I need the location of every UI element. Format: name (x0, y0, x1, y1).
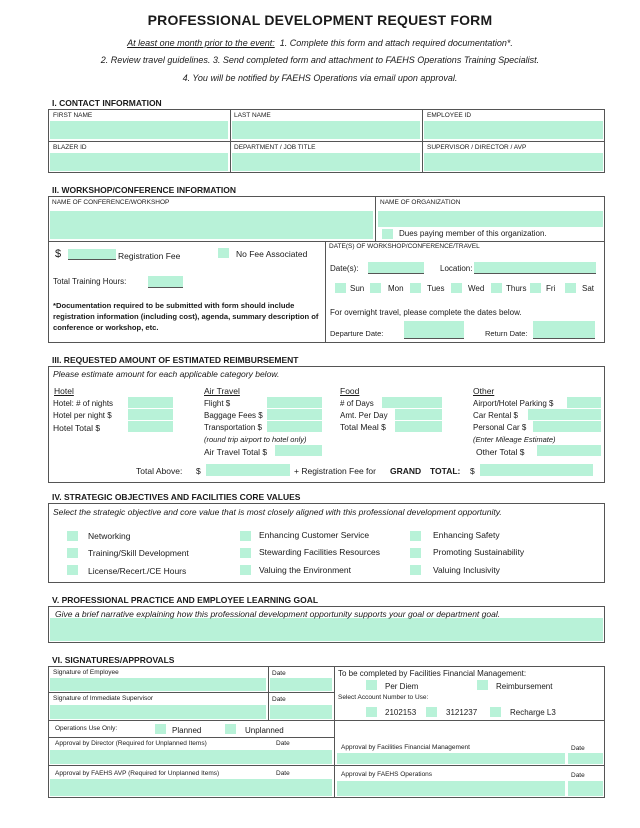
car-rental-label: Car Rental $ (473, 411, 518, 420)
approval-ffm-field[interactable] (337, 753, 565, 764)
section-practice-heading: V. PROFESSIONAL PRACTICE AND EMPLOYEE LEARNING GOAL (52, 595, 319, 605)
food-heading: Food (340, 386, 360, 396)
amount-per-day-field[interactable] (395, 409, 442, 420)
dollar-sign: $ (55, 248, 62, 260)
car-rental-field[interactable] (528, 409, 601, 420)
approval-avp-field[interactable] (50, 779, 332, 796)
unplanned-label: Unplanned (245, 726, 284, 735)
divider (375, 196, 376, 241)
account-2102153-label: 2102153 (385, 708, 417, 717)
hotel-nights-field[interactable] (128, 397, 173, 408)
last-name-field[interactable] (232, 121, 420, 139)
documentation-note: *Documentation required to be submitted with form should include registration information (including cost), agenda, summary description of conference or workshop, etc. (53, 301, 319, 332)
strategic-subtitle: Select the strategic objective and core value that is most closely aligned with this professional development opportunity. (53, 507, 502, 517)
hotel-total-field[interactable] (128, 421, 173, 432)
training-hours-field[interactable] (148, 276, 183, 288)
grand-total-field[interactable] (480, 464, 593, 476)
sustainability-checkbox[interactable] (410, 548, 421, 558)
supervisor-field[interactable] (424, 153, 603, 171)
employee-id-field[interactable] (424, 121, 603, 139)
license-label: License/Recert./CE Hours (88, 566, 187, 576)
blazer-id-label: BLAZER ID (53, 144, 87, 151)
approval-director-label: Approval by Director (Required for Unplanned Items) (55, 740, 207, 747)
date-label: Date (571, 772, 585, 779)
location-field[interactable] (474, 262, 596, 274)
training-hours-label: Total Training Hours: (53, 277, 127, 286)
employee-id-label: EMPLOYEE ID (427, 112, 472, 119)
last-name-label: LAST NAME (234, 112, 271, 119)
approval-faehs-ops-label: Approval by FAEHS Operations (341, 771, 433, 778)
approval-faehs-ops-field[interactable] (337, 781, 565, 796)
divider (334, 666, 335, 798)
organization-name-label: NAME OF ORGANIZATION (380, 199, 461, 206)
resources-label: Stewarding Facilities Resources (259, 547, 380, 557)
air-travel-total-field[interactable] (275, 445, 322, 456)
personal-car-label: Personal Car $ (473, 423, 527, 432)
grand-label: GRAND (390, 466, 422, 476)
reimbursement-label: Reimbursement (496, 682, 553, 691)
instruction-line-2: 2. Review travel guidelines. 3. Send completed form and attachment to FAEHS Operations Training Specialist. (100, 55, 540, 65)
day-label-thurs: Thurs (506, 284, 527, 293)
approval-director-field[interactable] (50, 750, 332, 764)
air-travel-total-label: Air Travel Total $ (204, 447, 268, 457)
planned-label: Planned (172, 726, 202, 735)
divider (422, 109, 423, 173)
inclusivity-label: Valuing Inclusivity (433, 565, 500, 575)
environment-label: Valuing the Environment (259, 565, 351, 575)
instruction-emphasis: At least one month prior to the event: (127, 38, 275, 48)
department-field[interactable] (232, 153, 420, 171)
instruction-line-1 (0, 38, 640, 48)
total-meal-field[interactable] (395, 421, 442, 432)
signature-employee-label: Signature of Employee (53, 669, 119, 676)
section-strategic-heading: IV. STRATEGIC OBJECTIVES AND FACILITIES CORE VALUES (52, 492, 301, 502)
day-checkbox-thurs[interactable] (491, 283, 502, 293)
other-total-field[interactable] (537, 445, 601, 456)
operations-use-label: Operations Use Only: (55, 725, 118, 732)
baggage-fees-field[interactable] (267, 409, 322, 420)
training-checkbox[interactable] (67, 548, 78, 558)
total-above-label: Total Above: (136, 466, 183, 476)
divider (48, 720, 605, 721)
first-name-label: FIRST NAME (53, 112, 93, 119)
learning-goal-field[interactable] (50, 618, 603, 641)
divider (268, 666, 269, 720)
total-meal-label: Total Meal $ (340, 422, 386, 432)
day-label-tues: Tues (427, 284, 445, 293)
per-diem-label: Per Diem (385, 682, 419, 691)
date-label: Date (571, 745, 585, 752)
registration-fee-label: Registration Fee (118, 251, 181, 261)
dates-label: Date(s): (330, 264, 359, 273)
unplanned-checkbox[interactable] (225, 724, 236, 734)
flight-label: Flight $ (204, 399, 231, 408)
customer-service-checkbox[interactable] (240, 531, 251, 541)
safety-checkbox[interactable] (410, 531, 421, 541)
divider (325, 241, 326, 343)
plus-registration-label: + Registration Fee for (294, 466, 376, 476)
signature-employee-field[interactable] (50, 678, 266, 691)
section-workshop-heading: II. WORKSHOP/CONFERENCE INFORMATION (52, 185, 237, 195)
approval-ffm-date-field[interactable] (568, 753, 603, 764)
blazer-id-field[interactable] (50, 153, 228, 171)
reimbursement-checkbox[interactable] (477, 680, 488, 690)
food-days-label: # of Days (340, 399, 374, 408)
day-checkbox-sat[interactable] (565, 283, 576, 293)
transportation-label: Transportation $ (204, 423, 262, 432)
planned-checkbox[interactable] (155, 724, 166, 734)
training-label: Training/Skill Development (88, 548, 189, 558)
day-label-sun: Sun (350, 284, 365, 293)
day-label-wed: Wed (468, 284, 485, 293)
departure-date-field[interactable] (404, 321, 464, 339)
conference-name-label: NAME OF CONFERENCE/WORKSHOP (52, 199, 170, 206)
signature-supervisor-label: Signature of Immediate Supervisor (53, 695, 154, 702)
hotel-per-night-field[interactable] (128, 409, 173, 420)
flight-field[interactable] (267, 397, 322, 408)
parking-field[interactable] (567, 397, 601, 408)
departure-date-label: Departure Date: (330, 329, 384, 338)
dates-heading: DATE(S) OF WORKSHOP/CONFERENCE/TRAVEL (329, 243, 480, 250)
date-label: Date (276, 770, 290, 777)
amount-per-day-label: Amt. Per Day (340, 411, 388, 420)
divider (48, 692, 334, 693)
food-days-field[interactable] (382, 397, 442, 408)
organization-name-field[interactable] (378, 211, 603, 227)
personal-car-field[interactable] (533, 421, 601, 432)
section-signatures-heading: VI. SIGNATURES/APPROVALS (52, 655, 175, 665)
day-checkbox-sun[interactable] (335, 283, 346, 293)
recharge-label: Recharge L3 (510, 708, 556, 717)
hotel-per-night-label: Hotel per night $ (53, 411, 112, 420)
supervisor-label: SUPERVISOR / DIRECTOR / AVP (427, 144, 527, 151)
account-label: Select Account Number to Use: (338, 694, 429, 701)
environment-checkbox[interactable] (240, 565, 251, 575)
networking-label: Networking (88, 531, 131, 541)
other-heading: Other (473, 386, 495, 396)
day-checkbox-fri[interactable] (530, 283, 541, 293)
page-title: PROFESSIONAL DEVELOPMENT REQUEST FORM (147, 12, 493, 28)
grand-total-dollar: $ (470, 466, 475, 476)
other-total-label: Other Total $ (476, 447, 525, 457)
hotel-nights-label: Hotel: # of nights (53, 399, 114, 408)
networking-checkbox[interactable] (67, 531, 78, 541)
account-2102153-checkbox[interactable] (366, 707, 377, 717)
transportation-field[interactable] (267, 421, 322, 432)
reimbursement-subtitle: Please estimate amount for each applicable category below. (53, 369, 280, 379)
total-above-dollar: $ (196, 466, 201, 476)
hotel-heading: Hotel (54, 386, 74, 396)
day-label-fri: Fri (546, 284, 556, 293)
signature-supervisor-field[interactable] (50, 705, 266, 719)
inclusivity-checkbox[interactable] (410, 565, 421, 575)
registration-fee-field[interactable] (68, 249, 116, 260)
air-travel-heading: Air Travel (204, 386, 240, 396)
baggage-fees-label: Baggage Fees $ (204, 411, 263, 420)
date-label: Date (276, 740, 290, 747)
no-fee-checkbox[interactable] (218, 248, 229, 258)
total-above-field[interactable] (206, 464, 290, 476)
location-label: Location: (440, 264, 473, 273)
day-checkbox-mon[interactable] (370, 283, 381, 293)
return-date-field[interactable] (533, 321, 595, 339)
practice-subtitle: Give a brief narrative explaining how this professional development opportunity supports your goal or department goal. (55, 609, 501, 619)
section-reimbursement-heading: III. REQUESTED AMOUNT OF ESTIMATED REIMBURSEMENT (52, 355, 299, 365)
divider (48, 765, 605, 766)
approval-avp-label: Approval by FAEHS AVP (Required for Unplanned Items) (55, 770, 220, 777)
account-3121237-label: 3121237 (446, 708, 478, 717)
dates-field[interactable] (368, 262, 424, 274)
department-label: DEPARTMENT / JOB TITLE (234, 144, 316, 151)
return-date-label: Return Date: (485, 329, 528, 338)
section-contact-heading: I. CONTACT INFORMATION (52, 98, 162, 108)
instruction-line-3: 4. You will be notified by FAEHS Operations via email upon approval. (182, 73, 458, 83)
resources-checkbox[interactable] (240, 548, 251, 558)
day-label-sat: Sat (582, 284, 595, 293)
date-label: Date (272, 670, 286, 677)
signature-supervisor-date-field[interactable] (270, 705, 332, 719)
dues-member-checkbox[interactable] (382, 229, 393, 239)
transportation-note: (round trip airport to hotel only) (204, 435, 307, 444)
safety-label: Enhancing Safety (433, 530, 500, 540)
day-checkbox-tues[interactable] (410, 283, 421, 293)
hotel-total-label: Hotel Total $ (53, 423, 101, 433)
divider (48, 241, 605, 242)
date-label: Date (272, 696, 286, 703)
approval-ffm-label: Approval by Facilities Financial Management (341, 744, 470, 751)
no-fee-label: No Fee Associated (236, 249, 308, 259)
day-checkbox-wed[interactable] (451, 283, 462, 293)
dues-member-label: Dues paying member of this organization. (399, 229, 547, 238)
divider (230, 109, 231, 173)
overnight-note: For overnight travel, please complete the dates below. (330, 308, 522, 317)
sustainability-label: Promoting Sustainability (433, 547, 525, 557)
day-label-mon: Mon (388, 284, 404, 293)
signature-employee-date-field[interactable] (270, 678, 332, 691)
approval-faehs-ops-date-field[interactable] (568, 781, 603, 796)
per-diem-checkbox[interactable] (366, 680, 377, 690)
grand-total-label: TOTAL: (430, 466, 461, 476)
mileage-note: (Enter Mileage Estimate) (473, 435, 556, 444)
license-checkbox[interactable] (67, 565, 78, 575)
instruction-step-1: 1. Complete this form and attach required documentation*. (279, 38, 513, 48)
customer-service-label: Enhancing Customer Service (259, 530, 370, 540)
first-name-field[interactable] (50, 121, 228, 139)
account-3121237-checkbox[interactable] (426, 707, 437, 717)
ffm-heading: To be completed by Facilities Financial Management: (338, 669, 527, 678)
recharge-checkbox[interactable] (490, 707, 501, 717)
divider (48, 737, 334, 738)
conference-name-field[interactable] (50, 211, 373, 239)
divider (48, 141, 605, 142)
parking-label: Airport/Hotel Parking $ (473, 399, 554, 408)
